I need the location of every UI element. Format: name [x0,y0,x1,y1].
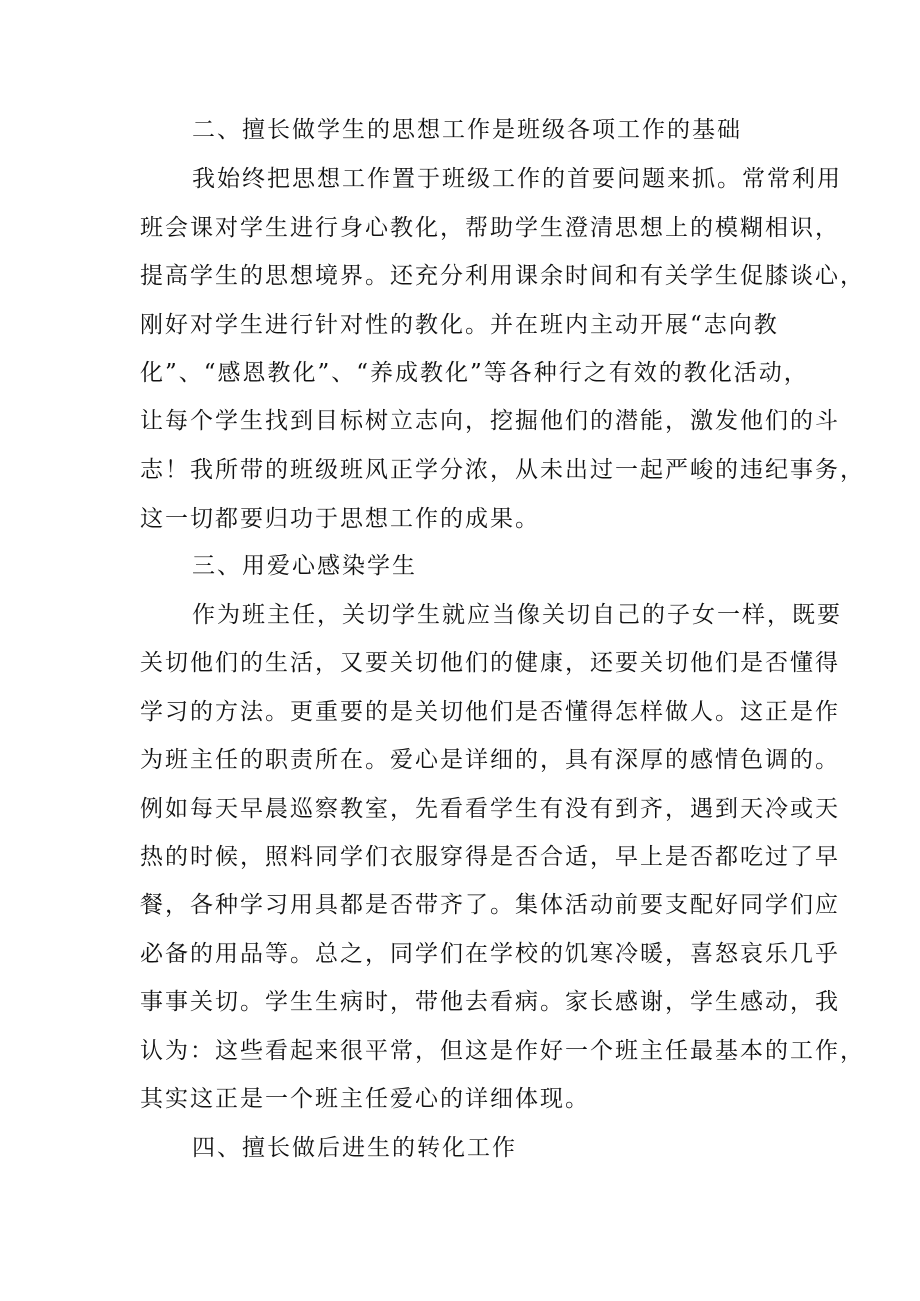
paragraph-line: 热的时候，照料同学们衣服穿得是否合适，早上是否都吃过了早 [140,844,840,870]
paragraph-line: 事事关切。学生生病时，带他去看病。家长感谢，学生感动，我 [140,989,840,1015]
paragraph-line: 我始终把思想工作置于班级工作的首要问题来抓。常常利用 [192,166,842,192]
paragraph-line: 学习的方法。更重要的是关切他们是否懂得怎样做人。这正是作 [140,699,840,725]
paragraph-line: 为班主任的职责所在。爱心是详细的，具有深厚的感情色调的。 [140,747,840,773]
section-heading-2: 二、擅长做学生的思想工作是班级各项工作的基础 [192,117,742,143]
paragraph-line: 例如每天早晨巡察教室，先看看学生有没有到齐，遇到天冷或天 [140,796,840,822]
paragraph-line: 让每个学生找到目标树立志向，挖掘他们的潜能，激发他们的斗 [140,408,840,434]
section-heading-4: 四、擅长做后进生的转化工作 [192,1135,517,1161]
paragraph-line: 必备的用品等。总之，同学们在学校的饥寒冷暖，喜怒哀乐几乎 [140,941,840,967]
paragraph-line: 关切他们的生活，又要关切他们的健康，还要关切他们是否懂得 [140,650,840,676]
paragraph-line: 刚好对学生进行针对性的教化。并在班内主动开展“志向教 [140,312,779,338]
section-heading-3: 三、用爱心感染学生 [192,553,417,579]
paragraph-line: 其实这正是一个班主任爱心的详细体现。 [140,1086,590,1112]
paragraph-line: 作为班主任，关切学生就应当像关切自己的子女一样，既要 [192,602,842,628]
paragraph-line: 餐，各种学习用具都是否带齐了。集体活动前要支配好同学们应 [140,892,840,918]
paragraph-line: 化”、“感恩教化”、“养成教化”等各种行之有效的教化活动， [140,360,809,386]
paragraph-line: 志！我所带的班级班风正学分浓，从未出过一起严峻的违纪事务， [140,457,865,483]
paragraph-line: 这一切都要归功于思想工作的成果。 [140,506,540,532]
paragraph-line: 提高学生的思想境界。还充分利用课余时间和有关学生促膝谈心， [140,263,865,289]
paragraph-line: 认为：这些看起来很平常，但这是作好一个班主任最基本的工作， [140,1038,865,1064]
paragraph-line: 班会课对学生进行身心教化，帮助学生澄清思想上的模糊相识， [140,215,840,241]
